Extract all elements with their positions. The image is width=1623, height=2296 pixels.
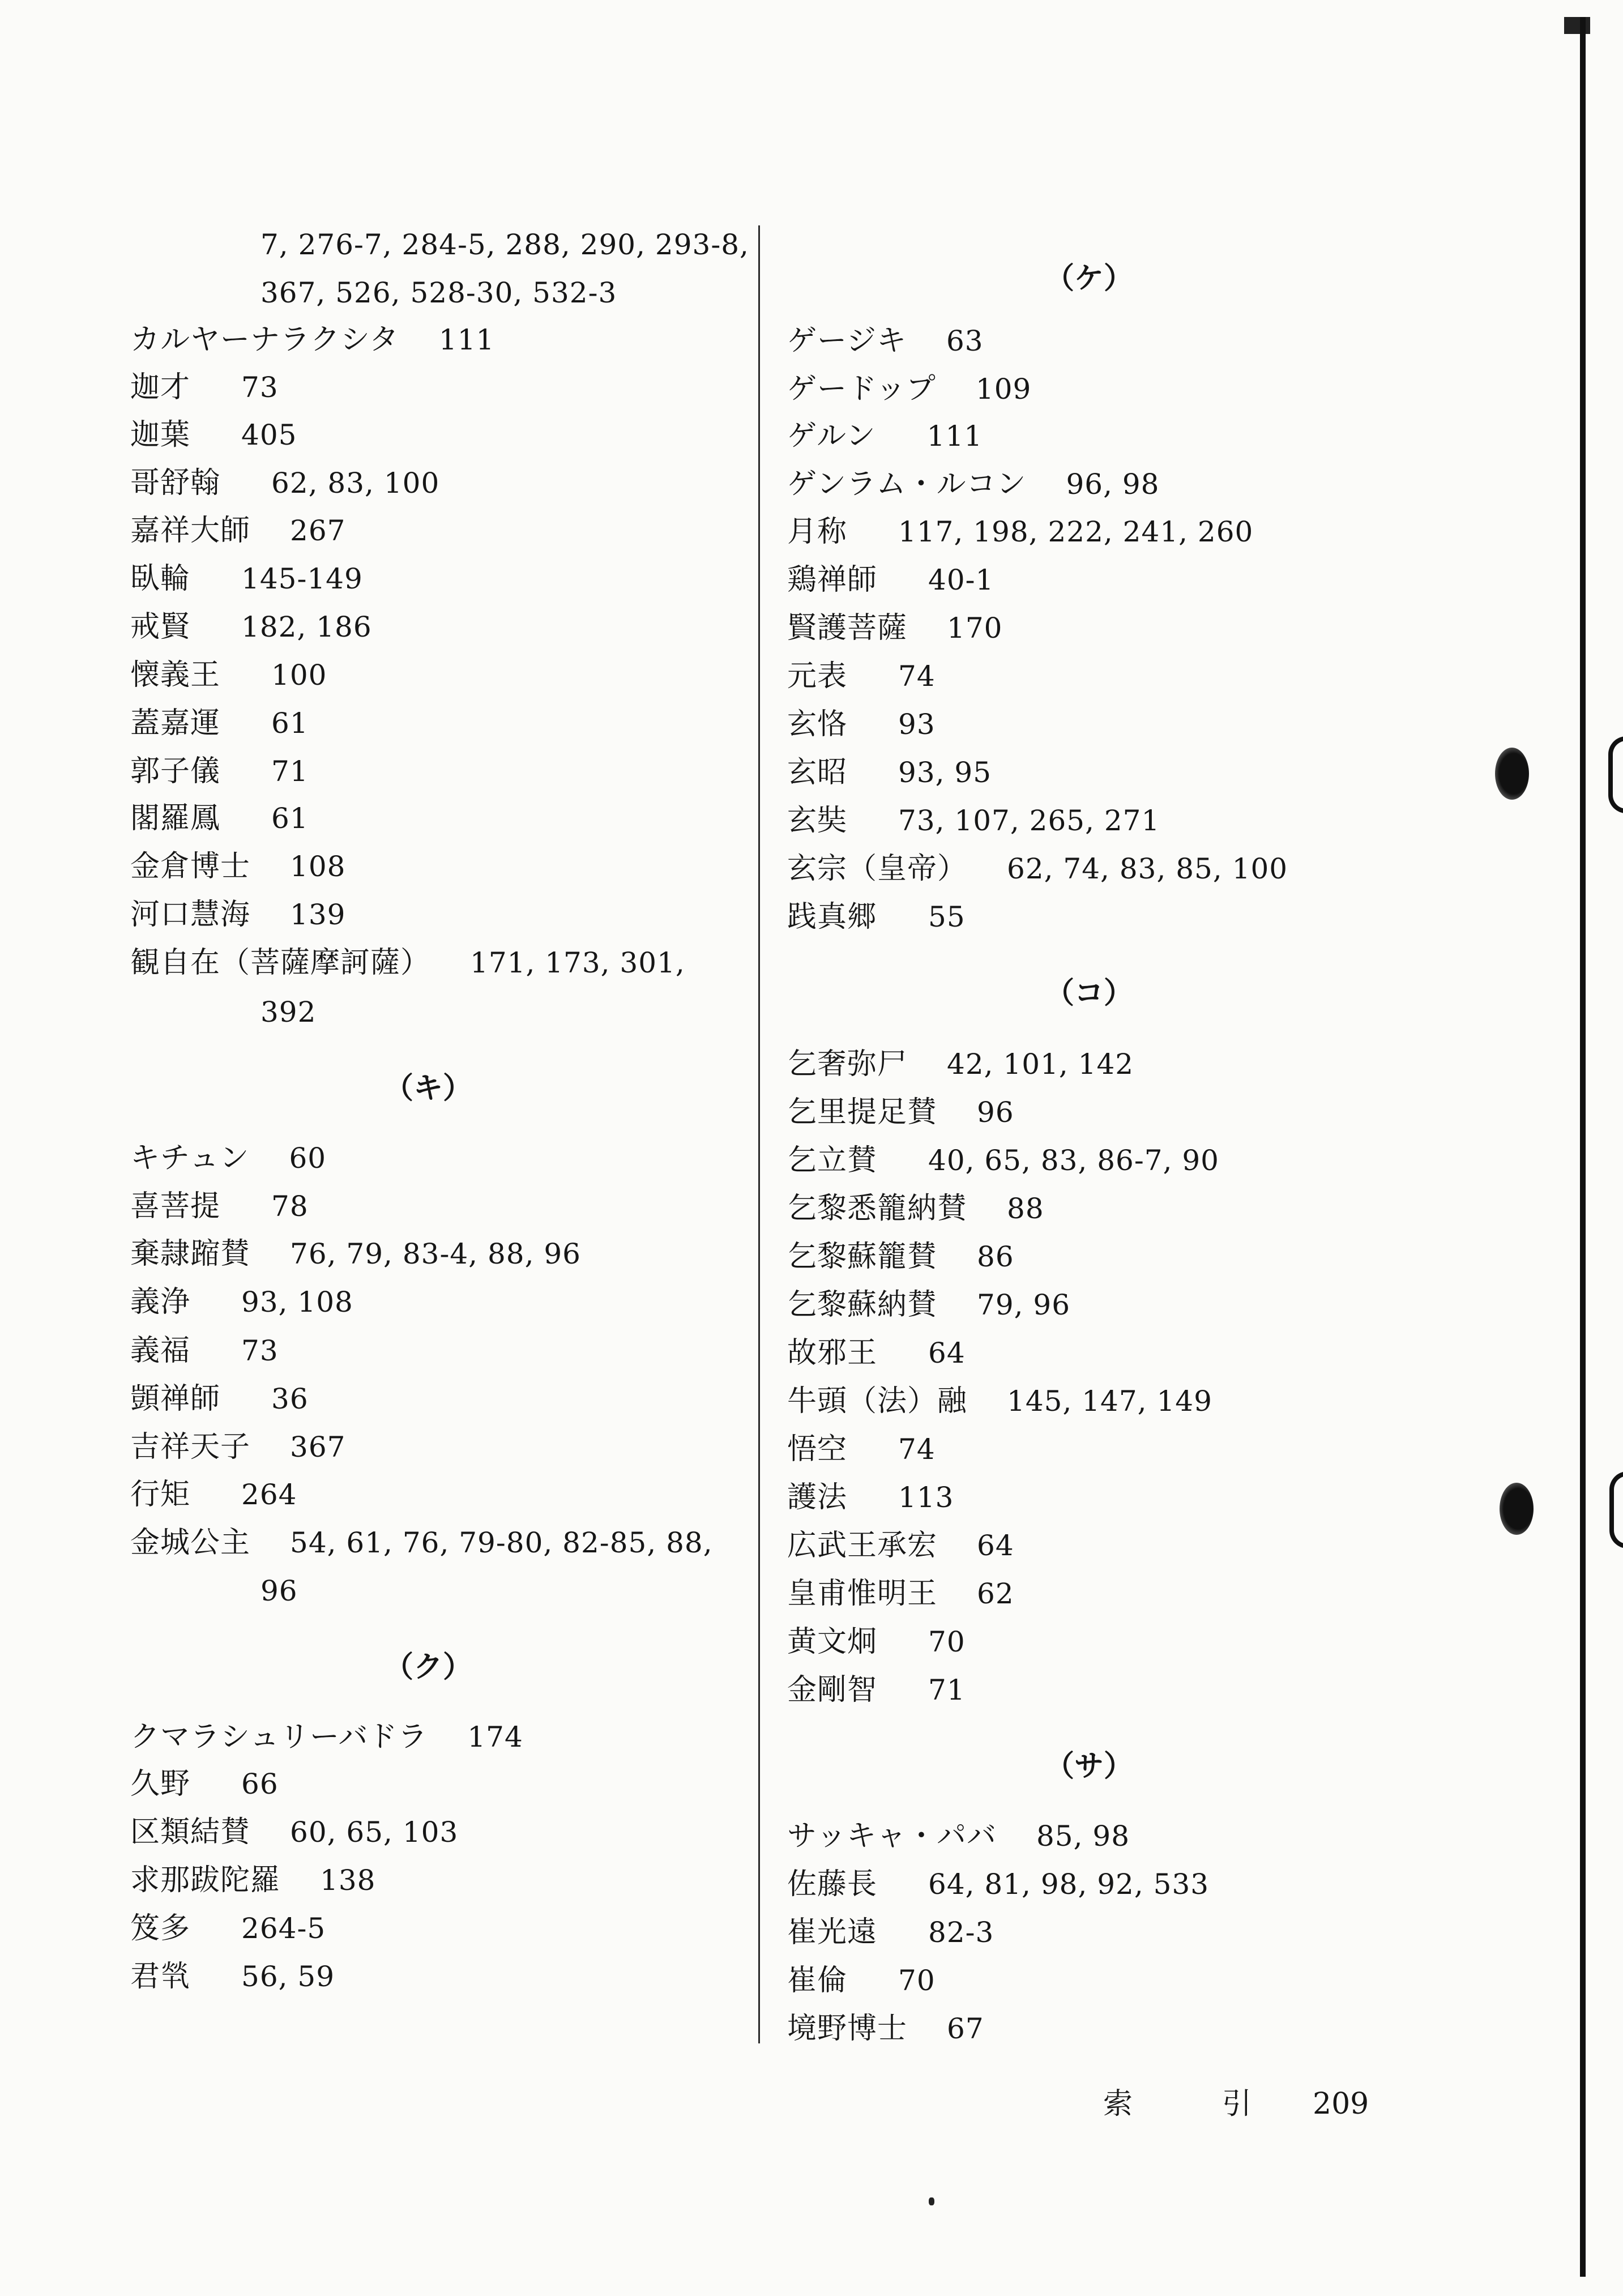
index-entry (787, 1618, 966, 1666)
index-entry-name: 玄恪 (787, 707, 848, 741)
index-entry (130, 939, 685, 987)
ink-speck (929, 2197, 934, 2205)
index-entry-name: 玄昭 (787, 756, 848, 789)
index-entry-pages: 66 (241, 1768, 279, 1800)
index-entry-name: 玄奘 (787, 804, 848, 838)
index-entry-pages: 64 (928, 1337, 966, 1369)
page-edge-curl (1609, 1471, 1623, 1548)
index-entry-pages: 74 (898, 660, 936, 693)
index-continuation-line: 7, 276-7, 284-5, 288, 290, 293-8, (260, 228, 749, 261)
index-entry-pages: 100 (271, 659, 327, 692)
index-entry-pages: 264 (241, 1478, 297, 1511)
index-entry (787, 893, 966, 941)
index-entry-name: 区類結賛 (130, 1815, 251, 1849)
index-entry-pages: 67 (947, 2012, 984, 2045)
index-entry-name: 崔光遠 (787, 1915, 878, 1949)
index-entry-pages: 76, 79, 83-4, 88, 96 (290, 1237, 581, 1270)
index-entry-name: 鶏禅師 (787, 563, 878, 597)
index-entry-name: 故邪王 (787, 1336, 878, 1370)
index-entry-name: サッキャ・パバ (787, 1819, 997, 1853)
index-entry-pages: 60, 65, 103 (290, 1816, 459, 1849)
index-entry (787, 1233, 1014, 1281)
index-entry (787, 1909, 994, 1956)
index-entry-name: 佐藤長 (787, 1867, 878, 1901)
index-entry-name: 臥輪 (130, 562, 191, 596)
index-entry-pages: 73 (241, 371, 279, 404)
index-entry (130, 1760, 279, 1808)
index-entry-pages: 170 (947, 612, 1003, 645)
binding-edge (1580, 17, 1586, 2277)
index-entry-pages: 42, 101, 142 (947, 1048, 1134, 1081)
index-entry-pages: 73 (241, 1334, 279, 1367)
index-entry-pages: 96 (977, 1096, 1014, 1129)
index-entry (787, 1377, 1212, 1425)
index-entry-name: 金城公主 (130, 1526, 251, 1560)
section-heading: （コ） (1045, 976, 1134, 1010)
index-entry-pages: 74 (898, 1433, 936, 1466)
index-entry-name: ゲードップ (787, 372, 936, 406)
section-heading: （キ） (384, 1071, 473, 1106)
index-entry-name: 乞奢弥尸 (787, 1047, 908, 1081)
index-entry-name: 君㷀 (130, 1960, 191, 1994)
index-entry (130, 1183, 309, 1230)
index-entry-pages: 93, 95 (898, 756, 992, 789)
index-entry-name: 求那跋陀羅 (130, 1863, 281, 1897)
index-entry-pages: 113 (898, 1481, 954, 1514)
footer-page-number: 209 (1313, 2087, 1369, 2121)
index-entry (130, 1230, 581, 1278)
index-entry-name: 郭子儀 (130, 754, 221, 788)
index-entry-pages: 93, 108 (241, 1286, 353, 1318)
index-entry (787, 508, 1253, 556)
index-entry (787, 1137, 1219, 1184)
index-entry-pages: 174 (467, 1721, 523, 1753)
index-entry (787, 1570, 1014, 1618)
index-entry-name: 河口慧海 (130, 898, 251, 932)
index-entry-name: 牛頭（法）融 (787, 1384, 968, 1418)
index-entry (130, 1134, 326, 1182)
index-entry-pages: 40, 65, 83, 86-7, 90 (928, 1144, 1219, 1177)
index-entry-pages: 54, 61, 76, 79-80, 82-85, 88, (290, 1526, 713, 1559)
index-entry-name: 観自在（菩薩摩訶薩） (130, 946, 431, 980)
index-entry-name: 金倉博士 (130, 850, 251, 884)
index-entry-name: 戒賢 (130, 610, 191, 644)
index-entry (787, 1089, 1014, 1136)
index-entry-pages: 264-5 (241, 1912, 326, 1945)
index-entry-name: 顗禅師 (130, 1382, 221, 1416)
index-entry (787, 412, 983, 460)
index-entry-pages: 62, 83, 100 (271, 467, 440, 500)
index-entry-pages: 117, 198, 222, 241, 260 (898, 515, 1254, 548)
index-entry (787, 1474, 954, 1521)
index-entry (787, 2005, 984, 2052)
section-heading: （ク） (384, 1650, 473, 1684)
index-entry-name: 境野博士 (787, 2012, 908, 2046)
footer-index-label-a: 索 (1103, 2087, 1133, 2121)
column-divider (758, 225, 760, 2043)
punch-hole (1495, 748, 1529, 800)
index-entry (130, 748, 309, 795)
index-entry-name: 義福 (130, 1334, 191, 1368)
index-entry (130, 891, 345, 938)
index-entry-name: 笈多 (130, 1911, 191, 1945)
index-entry-pages: 64, 81, 98, 92, 533 (928, 1868, 1210, 1901)
index-entry-name: 乞黎蘇籠賛 (787, 1240, 938, 1274)
index-entry-pages: 79, 96 (977, 1288, 1071, 1321)
index-entry-name: 乞里提足賛 (787, 1095, 938, 1129)
index-entry-pages: 171, 173, 301, (470, 946, 685, 979)
index-entry (130, 1953, 335, 2000)
index-entry-pages: 111 (438, 323, 495, 356)
index-entry-name: 玄宗（皇帝） (787, 852, 968, 886)
index-entry (130, 1905, 326, 1952)
index-entry (130, 1471, 297, 1518)
index-entry (787, 797, 1160, 844)
index-entry-pages: 85, 98 (1036, 1820, 1130, 1853)
index-entry-name: 賢護菩薩 (787, 611, 908, 645)
index-entry-pages: 86 (977, 1240, 1014, 1273)
index-entry (787, 1812, 1130, 1860)
index-entry (787, 749, 992, 796)
index-entry (130, 795, 309, 842)
index-entry-pages: 93 (898, 708, 936, 741)
index-entry-pages: 111 (926, 420, 983, 453)
index-entry-name: 乞立賛 (787, 1143, 878, 1177)
index-entry-pages: 61 (271, 707, 309, 740)
index-entry-name: 棄隷蹜賛 (130, 1237, 251, 1271)
index-entry (130, 699, 309, 747)
index-entry-name: 金剛智 (787, 1673, 878, 1707)
index-entry-name: ゲンラム・ルコン (787, 467, 1027, 501)
index-entry-name: 久野 (130, 1767, 191, 1801)
index-entry (787, 1957, 936, 2004)
index-entry-pages: 62, 74, 83, 85, 100 (1007, 852, 1288, 885)
index-entry-pages: 70 (898, 1964, 936, 1997)
index-entry (130, 507, 345, 554)
index-entry-name: 蓋嘉運 (130, 706, 221, 740)
index-entry-pages: 82-3 (928, 1916, 994, 1949)
index-entry-name: 広武王承宏 (787, 1529, 938, 1563)
index-entry-name: 月称 (787, 515, 848, 549)
index-entry-name: 行矩 (130, 1478, 191, 1512)
footer-index-label-b: 引 (1222, 2087, 1252, 2121)
index-entry (130, 1519, 713, 1567)
index-entry (130, 316, 494, 364)
index-continuation-line: 392 (260, 996, 317, 1028)
index-entry-pages: 56, 59 (241, 1960, 335, 1993)
index-entry (787, 556, 994, 604)
index-entry (787, 365, 1031, 413)
index-entry-pages: 145-149 (241, 562, 363, 595)
index-entry (787, 604, 1002, 652)
index-entry (130, 1375, 309, 1423)
index-entry-pages: 145, 147, 149 (1007, 1385, 1212, 1418)
index-entry-pages: 139 (290, 898, 346, 931)
index-entry-name: 哥舒翰 (130, 466, 221, 500)
index-entry-pages: 367 (290, 1431, 346, 1463)
index-entry (130, 651, 327, 699)
index-entry-name: 迦葉 (130, 418, 191, 452)
index-entry-pages: 55 (928, 901, 966, 933)
index-entry-name: 嘉祥大師 (130, 514, 251, 548)
index-entry (787, 1329, 966, 1377)
index-entry (787, 1185, 1044, 1232)
index-entry (787, 1666, 966, 1714)
index-entry (787, 460, 1160, 508)
index-entry (130, 1857, 375, 1904)
index-entry-name: 崔倫 (787, 1964, 848, 1998)
index-entry-name: 元表 (787, 659, 848, 693)
index-entry (130, 1327, 279, 1375)
index-entry (130, 1808, 458, 1856)
index-entry-name: 黄文炯 (787, 1625, 878, 1659)
index-entry-pages: 405 (241, 419, 297, 451)
index-entry-name: カルヤーナラクシタ (130, 323, 399, 357)
section-heading: （サ） (1045, 1749, 1134, 1783)
index-entry-pages: 73, 107, 265, 271 (898, 804, 1160, 837)
index-entry (787, 1040, 1134, 1088)
index-entry (787, 1860, 1209, 1908)
index-entry (787, 701, 936, 748)
index-entry-name: 悟空 (787, 1432, 848, 1466)
index-entry-name: 喜菩提 (130, 1189, 221, 1223)
index-entry-name: 迦才 (130, 370, 191, 404)
index-entry-name: 護法 (787, 1480, 848, 1514)
index-entry (787, 317, 984, 365)
index-entry (787, 1522, 1014, 1569)
index-entry-pages: 62 (977, 1577, 1014, 1610)
section-heading: （ケ） (1045, 261, 1134, 296)
index-entry-name: 義浄 (130, 1285, 191, 1319)
index-entry-pages: 71 (271, 755, 309, 788)
index-entry-pages: 138 (320, 1864, 376, 1897)
index-continuation-line: 96 (260, 1574, 298, 1607)
index-entry (130, 555, 363, 603)
index-entry (130, 1423, 345, 1471)
index-entry (130, 603, 372, 651)
index-entry-name: 乞黎蘇納賛 (787, 1288, 938, 1322)
index-entry (787, 652, 936, 700)
index-entry-pages: 78 (271, 1190, 309, 1223)
index-entry-name: 吉祥天子 (130, 1430, 251, 1464)
index-entry (787, 845, 1288, 893)
index-entry-pages: 88 (1007, 1192, 1044, 1225)
index-entry-pages: 36 (271, 1382, 309, 1415)
index-entry-name: 乞黎悉籠納賛 (787, 1192, 968, 1226)
index-entry (130, 364, 279, 411)
index-entry-pages: 64 (977, 1529, 1014, 1562)
index-entry (130, 459, 439, 507)
index-entry (787, 1281, 1070, 1329)
index-entry-pages: 71 (928, 1674, 966, 1706)
index-entry-name: 皇甫惟明王 (787, 1577, 938, 1611)
index-entry-pages: 60 (289, 1142, 327, 1175)
index-entry (130, 1713, 523, 1761)
index-entry-name: クマラシュリーバドラ (130, 1720, 428, 1754)
index-entry (130, 843, 345, 890)
index-entry-pages: 267 (290, 514, 346, 547)
index-entry-pages: 63 (946, 325, 984, 357)
index-entry-pages: 182, 186 (241, 611, 372, 643)
page-edge-curl (1608, 736, 1623, 813)
index-entry-name: ゲージキ (787, 324, 907, 358)
index-entry-name: キチュン (130, 1141, 250, 1175)
index-entry-pages: 61 (271, 802, 309, 835)
binding-edge-tick (1564, 17, 1590, 34)
punch-hole (1500, 1483, 1534, 1535)
index-entry-pages: 108 (290, 850, 346, 883)
index-entry-pages: 40-1 (928, 564, 994, 596)
index-entry-name: 懐義王 (130, 658, 221, 692)
index-entry-pages: 70 (928, 1625, 966, 1658)
index-entry-name: 践真郷 (787, 900, 878, 934)
index-entry (787, 1426, 936, 1473)
index-entry-pages: 109 (975, 373, 1032, 406)
index-entry-name: ゲルン (787, 419, 876, 453)
index-entry-pages: 96, 98 (1066, 468, 1160, 501)
index-continuation-line: 367, 526, 528-30, 532-3 (260, 276, 617, 309)
index-entry (130, 1278, 353, 1326)
index-entry-name: 閣羅鳳 (130, 801, 221, 835)
index-entry (130, 411, 297, 459)
